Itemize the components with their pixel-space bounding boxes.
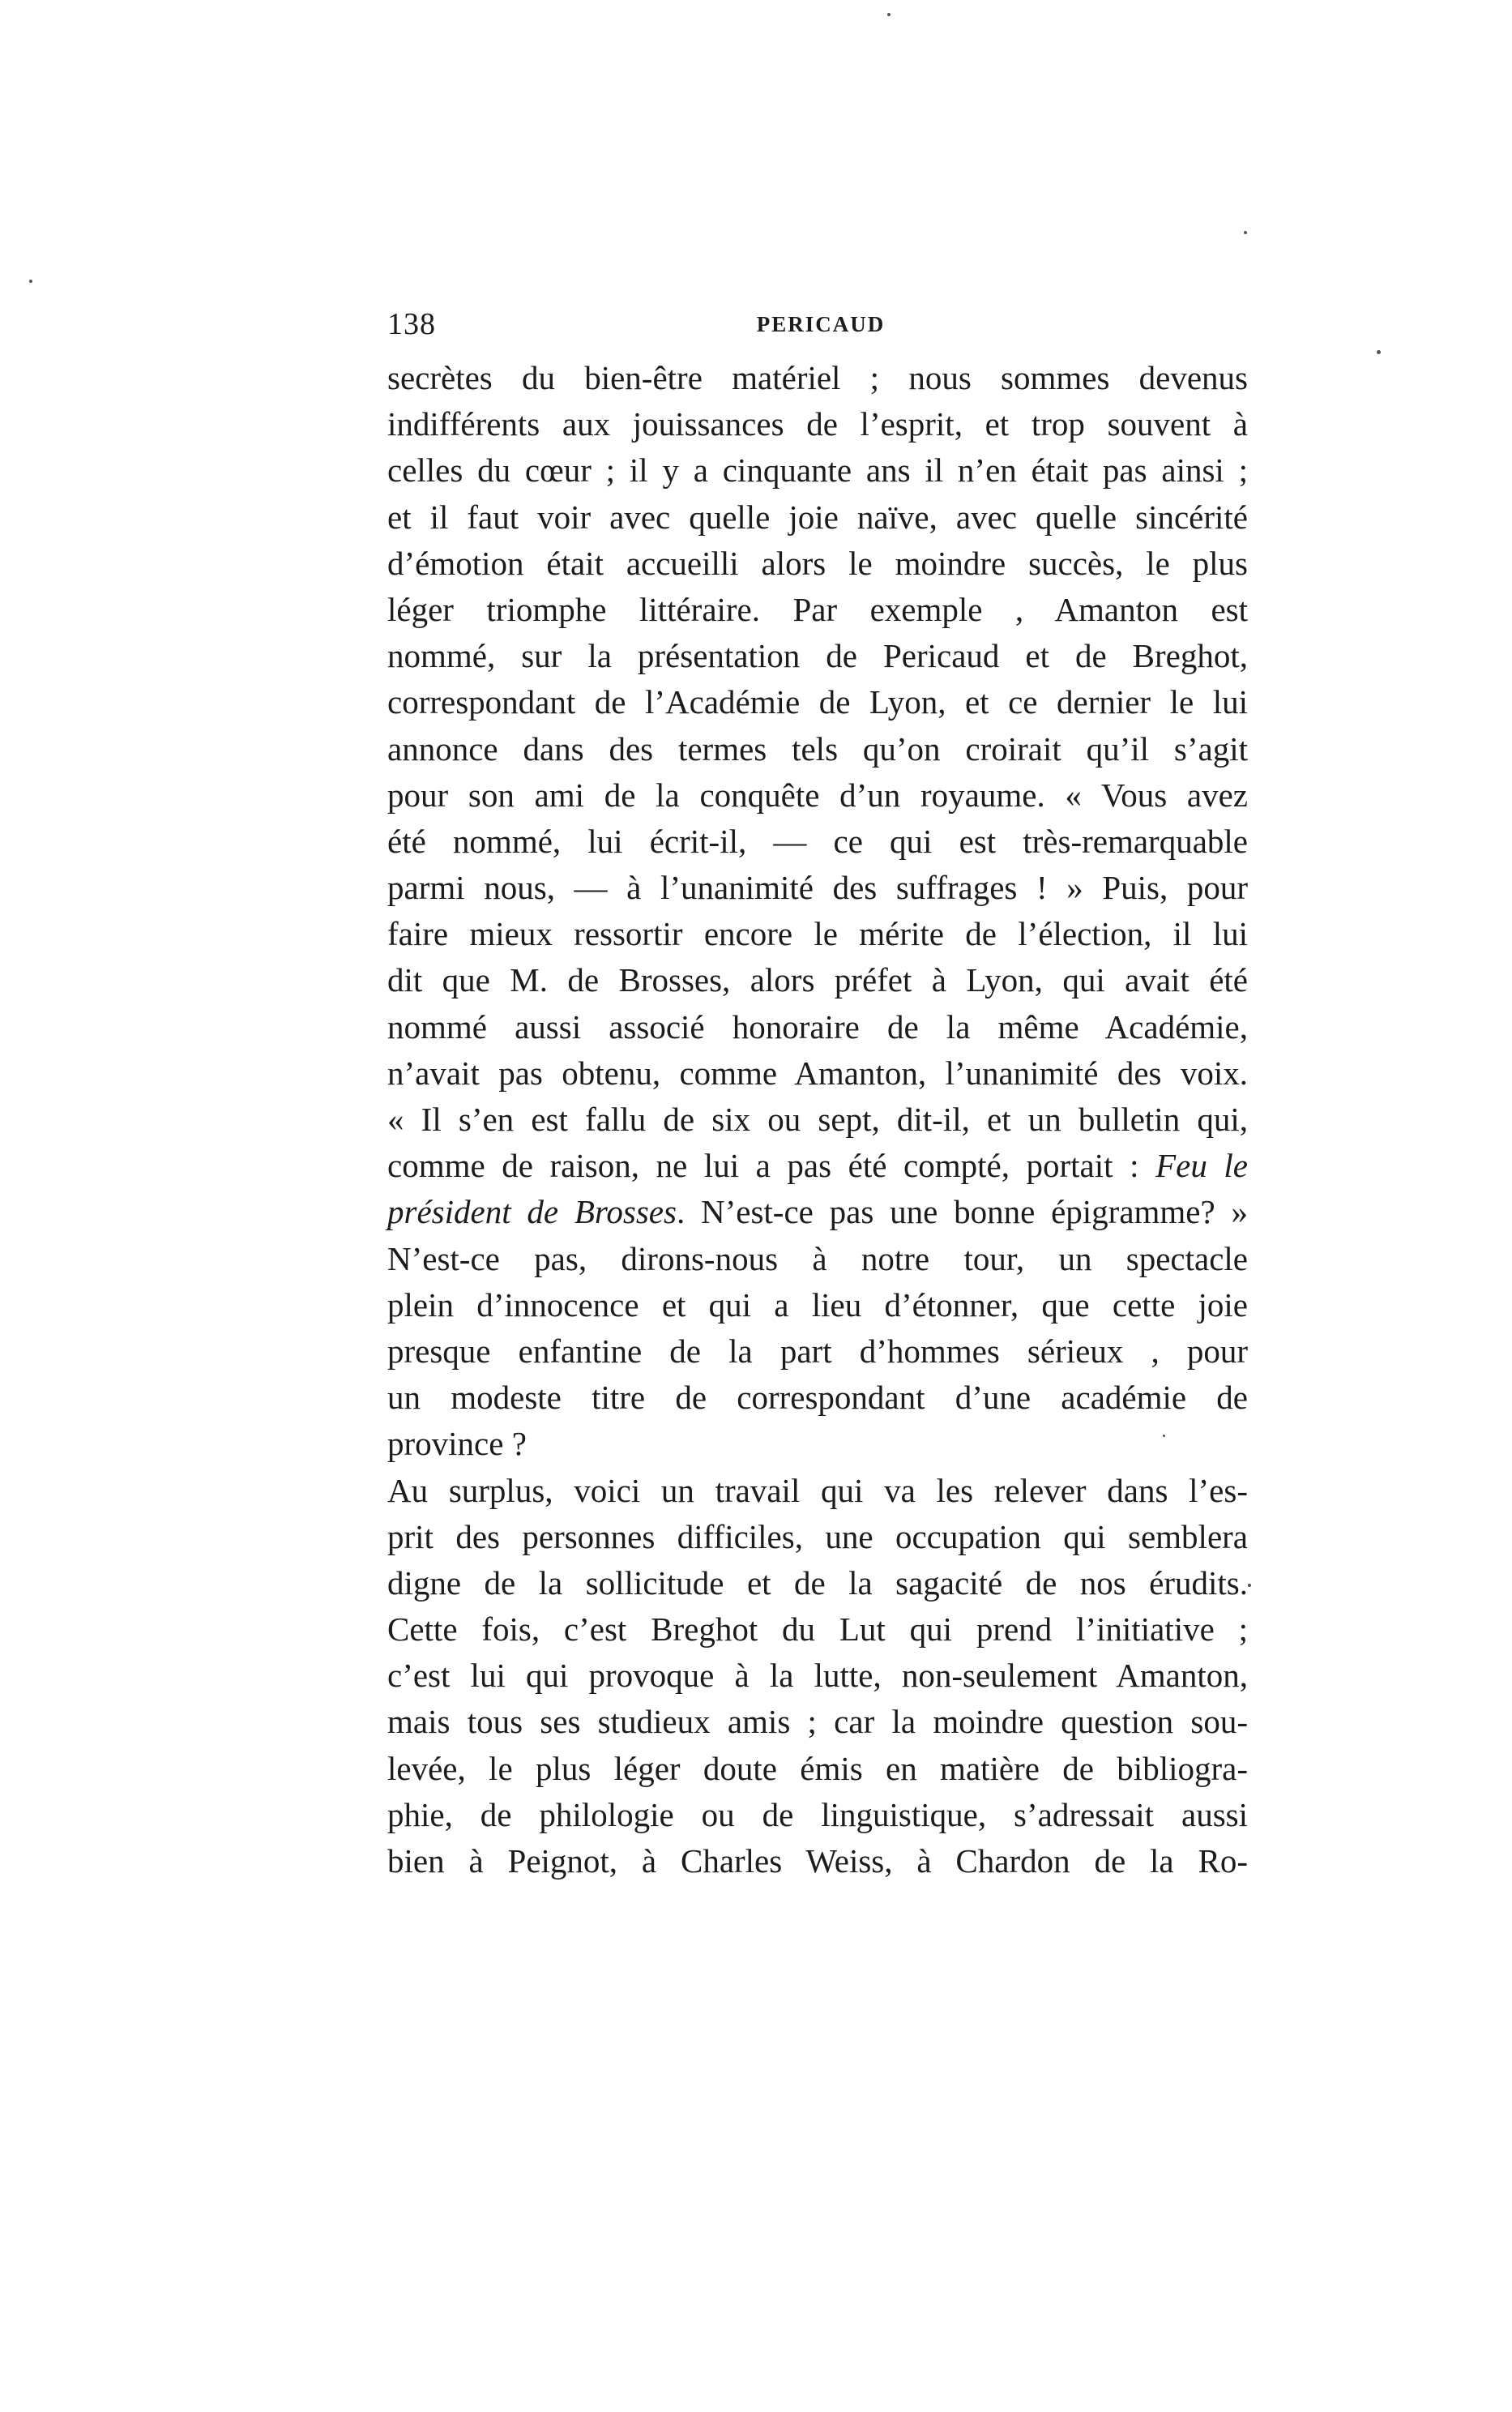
paper-speck	[887, 13, 891, 16]
text-line: nommé aussi associé honoraire de la même Académie,	[387, 1007, 1248, 1046]
text-line: c’est lui qui provoque à la lutte, non-seulement Amanton,	[387, 1657, 1248, 1695]
paper-speck	[1377, 350, 1381, 354]
text-line: « Il s’en est fallu de six ou sept, dit-il, et un bulletin qui,	[387, 1101, 1248, 1138]
paper-speck	[1163, 1435, 1165, 1437]
body-text	[387, 355, 1248, 1884]
paper-speck	[1248, 1584, 1251, 1587]
text-line: Cette fois, c’est Breghot du Lut qui prend l’initiative ;	[387, 1610, 1248, 1649]
text-line: digne de la sollicitude et de la sagacité de nos érudits.	[387, 1563, 1248, 1602]
text-line: correspondant de l’Académie de Lyon, et ce dernier le lui	[387, 683, 1248, 721]
text-line: et il faut voir avec quelle joie naïve, avec quelle sincérité	[387, 498, 1248, 536]
text-line: celles du cœur ; il y a cinquante ans il n’en était pas ainsi ;	[387, 451, 1248, 490]
running-title: PERICAUD	[756, 312, 886, 336]
text-line: bien à Peignot, à Charles Weiss, à Chardon de la Ro-	[387, 1842, 1248, 1880]
text-line-with-italic	[387, 1189, 1248, 1235]
text-line: annonce dans des termes tels qu’on croirait qu’il s’agit	[387, 729, 1248, 768]
text-line: dit que M. de Brosses, alors préfet à Lyon, qui avait été	[387, 961, 1248, 999]
text-line: n’avait pas obtenu, comme Amanton, l’unanimité des voix.	[387, 1054, 1248, 1092]
text-line: nommé, sur la présentation de Pericaud et de Breghot,	[387, 637, 1248, 675]
page-header	[387, 306, 1254, 355]
text-line: presque enfantine de la part d’hommes sérieux , pour	[387, 1332, 1248, 1370]
text-line-start: comme de raison, ne lui a pas été compté, portait :	[387, 1147, 1156, 1185]
text-line: secrètes du bien-être matériel ; nous sommes devenus	[387, 359, 1248, 396]
text-line: été nommé, lui écrit-il, — ce qui est très-remarquable	[387, 822, 1248, 860]
text-line: faire mieux ressortir encore le mérite de l’élection, il lui	[387, 915, 1248, 953]
text-line: phie, de philologie ou de linguistique, s’adressait aussi	[387, 1795, 1248, 1833]
text-line-with-italic	[387, 1143, 1248, 1189]
text-line: indifférents aux jouissances de l’esprit, et trop souvent à	[387, 405, 1248, 443]
paragraph-start-line: N’est-ce pas, dirons-nous à notre tour, un spectacle	[387, 1239, 1248, 1277]
page-number: 138	[387, 307, 436, 341]
text-line: d’émotion était accueilli alors le moindre succès, le plus	[387, 544, 1248, 582]
text-line: prit des personnes difficiles, une occupation qui semblera	[387, 1517, 1248, 1555]
text-line: levée, le plus léger doute émis en matière de bibliogra-	[387, 1749, 1248, 1787]
paragraph-end-line: province ?	[387, 1425, 527, 1463]
text-line: parmi nous, — à l’unanimité des suffrages ! » Puis, pour	[387, 869, 1248, 907]
italic-text: Feu le	[1155, 1147, 1248, 1185]
paper-speck	[1244, 231, 1247, 234]
text-line: pour son ami de la conquête d’un royaume. « Vous avez	[387, 776, 1248, 814]
italic-text: président de Brosses	[387, 1193, 677, 1231]
text-line-rest: . N’est-ce pas une bonne épigramme? »	[676, 1193, 1248, 1231]
text-line: mais tous ses studieux amis ; car la moindre question sou-	[387, 1703, 1248, 1741]
paper-speck	[29, 280, 32, 283]
paragraph-start-line: Au surplus, voici un travail qui va les relever dans l’es-	[387, 1471, 1248, 1509]
text-line: un modeste titre de correspondant d’une académie de	[387, 1379, 1248, 1417]
text-line: léger triomphe littéraire. Par exemple , Amanton est	[387, 590, 1248, 628]
text-line: plein d’innocence et qui a lieu d’étonner, que cette joie	[387, 1285, 1248, 1324]
